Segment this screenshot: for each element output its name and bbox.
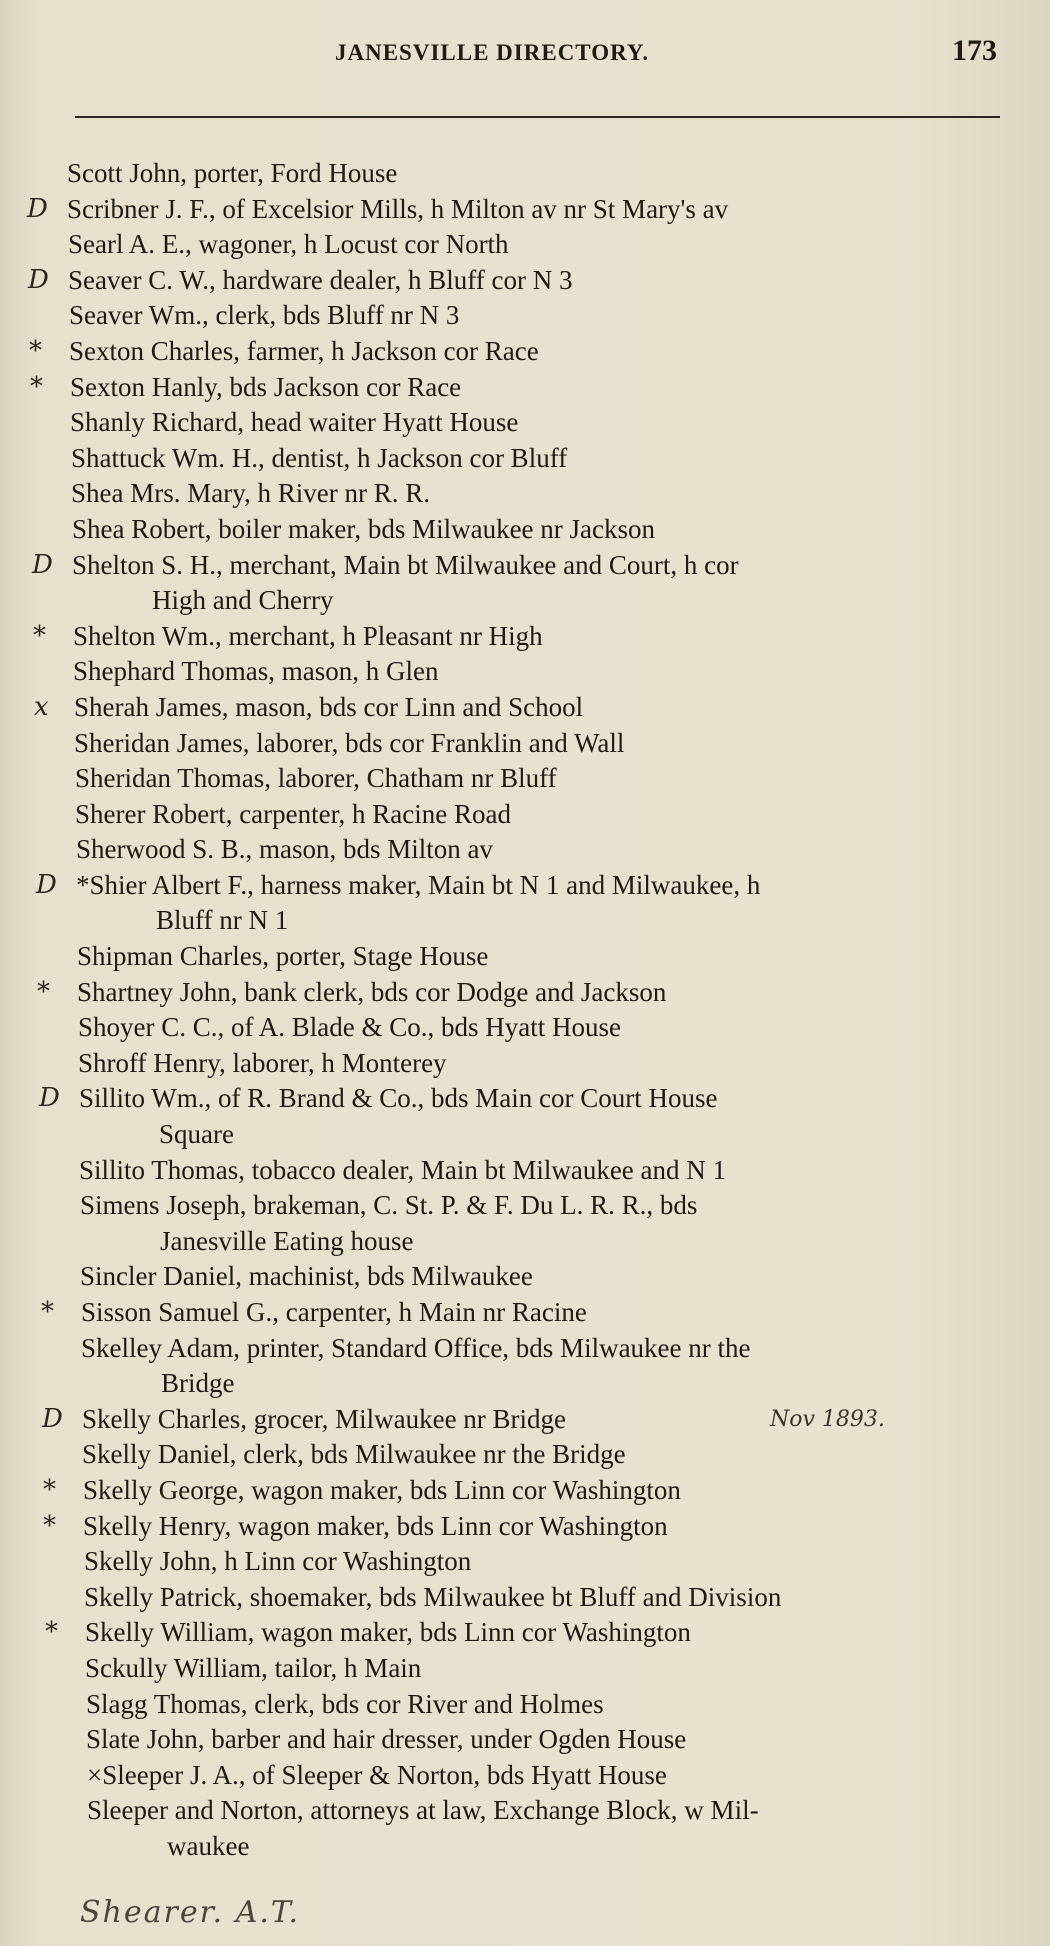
entry-text: Sillito Wm., of R. Brand & Co., bds Main cor Court House <box>79 1083 718 1114</box>
margin-mark: * <box>37 976 50 1007</box>
margin-mark: * <box>45 1617 58 1648</box>
margin-mark: D <box>27 193 48 224</box>
directory-entry <box>0 1544 1050 1580</box>
directory-entry <box>0 1437 1050 1473</box>
entry-text: Searl A. E., wagoner, h Locust cor North <box>68 229 509 260</box>
entry-text: Seaver Wm., clerk, bds Bluff nr N 3 <box>69 300 460 331</box>
entry-text: Shroff Henry, laborer, h Monterey <box>78 1047 447 1078</box>
entry-text: Shea Mrs. Mary, h River nr R. R. <box>71 478 430 509</box>
page-title: JANESVILLE DIRECTORY. <box>335 40 650 65</box>
margin-mark: * <box>33 620 46 651</box>
entry-text: Skelly Patrick, shoemaker, bds Milwaukee bt Bluff and Division <box>84 1581 782 1612</box>
entry-text: ×Sleeper J. A., of Sleeper & Norton, bds Hyatt House <box>87 1759 667 1790</box>
directory-entry <box>0 192 1050 228</box>
entry-text: Simens Joseph, brakeman, C. St. P. & F. Du L. R. R., bds <box>80 1190 698 1221</box>
directory-entry <box>0 1010 1050 1046</box>
entry-continuation: Bridge <box>161 1368 235 1399</box>
entry-text: Skelly Charles, grocer, Milwaukee nr Bridge <box>82 1403 567 1434</box>
directory-entry <box>0 512 1050 548</box>
directory-entry <box>0 1651 1050 1687</box>
entry-text: Scribner J. F., of Excelsior Mills, h Milton av nr St Mary's av <box>67 193 729 224</box>
directory-entry <box>0 1580 1050 1616</box>
entry-text: Shipman Charles, porter, Stage House <box>77 941 489 972</box>
entry-text: Sherer Robert, carpenter, h Racine Road <box>75 798 511 829</box>
directory-entry <box>0 1331 1050 1402</box>
entry-text: Seaver C. W., hardware dealer, h Bluff cor N 3 <box>68 264 573 295</box>
directory-entry <box>0 726 1050 762</box>
margin-mark: D <box>39 1083 60 1114</box>
entry-continuation: waukee <box>167 1830 250 1861</box>
directory-entry <box>0 1046 1050 1082</box>
margin-mark: D <box>36 869 57 900</box>
directory-entry <box>0 1188 1050 1259</box>
entry-continuation: Bluff nr N 1 <box>156 905 289 936</box>
entry-continuation: Square <box>159 1119 234 1150</box>
directory-entry <box>0 654 1050 690</box>
directory-entry <box>0 1615 1050 1651</box>
entry-text: Skelly George, wagon maker, bds Linn cor Washington <box>83 1474 681 1505</box>
directory-entry <box>0 619 1050 655</box>
entry-text: Skelly William, wagon maker, bds Linn cor Washington <box>85 1617 691 1648</box>
margin-mark: * <box>29 335 42 366</box>
directory-entry <box>0 975 1050 1011</box>
entry-text: Sheridan Thomas, laborer, Chatham nr Bluff <box>75 763 557 794</box>
entry-text: Sexton Charles, farmer, h Jackson cor Race <box>69 335 539 366</box>
directory-entry <box>0 797 1050 833</box>
margin-mark: D <box>32 549 53 580</box>
entry-text: Shoyer C. C., of A. Blade & Co., bds Hyatt House <box>78 1012 621 1043</box>
entry-text: Shea Robert, boiler maker, bds Milwaukee nr Jackson <box>72 513 656 544</box>
margin-mark: D <box>42 1403 63 1434</box>
directory-entry <box>0 405 1050 441</box>
entry-text: *Shier Albert F., harness maker, Main bt N 1 and Milwaukee, h <box>76 869 761 900</box>
directory-entry <box>0 1402 1050 1438</box>
header-rule <box>75 116 1000 118</box>
entry-text: Sherah James, mason, bds cor Linn and School <box>74 691 584 722</box>
directory-entry <box>0 761 1050 797</box>
directory-entries <box>0 156 1050 1865</box>
entry-text: Shelton Wm., merchant, h Pleasant nr High <box>73 620 543 651</box>
directory-entry <box>0 939 1050 975</box>
entry-text: Skelly Daniel, clerk, bds Milwaukee nr the Bridge <box>82 1439 626 1470</box>
entry-text: Skelley Adam, printer, Standard Office, bds Milwaukee nr the <box>81 1332 751 1363</box>
directory-entry <box>0 476 1050 512</box>
directory-entry <box>0 1259 1050 1295</box>
margin-mark: * <box>41 1297 54 1327</box>
directory-entry <box>0 832 1050 868</box>
margin-mark: * <box>43 1510 56 1541</box>
running-head <box>0 30 1050 90</box>
entry-text: Skelly John, h Linn cor Washington <box>84 1546 472 1577</box>
handwritten-note: Shearer. A.T. <box>80 1895 301 1930</box>
directory-entry <box>0 1081 1050 1152</box>
margin-mark: * <box>30 371 43 402</box>
entry-text: Sexton Hanly, bds Jackson cor Race <box>70 371 462 402</box>
margin-mark: * <box>43 1474 56 1505</box>
entry-text: Shephard Thomas, mason, h Glen <box>73 656 439 687</box>
directory-entry <box>0 1758 1050 1794</box>
directory-entry <box>0 868 1050 939</box>
directory-entry <box>0 1509 1050 1545</box>
directory-entry <box>0 263 1050 299</box>
directory-entry <box>0 1295 1050 1331</box>
entry-text: Sleeper and Norton, attorneys at law, Exchange Block, w Mil- <box>87 1795 759 1826</box>
entry-continuation: High and Cherry <box>152 585 334 616</box>
directory-entry <box>0 334 1050 370</box>
entry-text: Sincler Daniel, machinist, bds Milwaukee <box>80 1261 533 1292</box>
directory-entry <box>0 1153 1050 1189</box>
entry-text: Sherwood S. B., mason, bds Milton av <box>76 834 494 865</box>
entry-text: Scott John, porter, Ford House <box>67 158 398 188</box>
directory-entry <box>0 227 1050 263</box>
handwritten-annotation: Nov 1893. <box>770 1406 885 1432</box>
directory-entry <box>0 1473 1050 1509</box>
directory-entry <box>0 156 1050 192</box>
directory-entry <box>0 441 1050 477</box>
entry-text: Shartney John, bank clerk, bds cor Dodge and Jackson <box>77 976 667 1007</box>
entry-text: Shelton S. H., merchant, Main bt Milwaukee and Court, h cor <box>72 549 739 580</box>
margin-mark: D <box>28 264 49 295</box>
entry-text: Slate John, barber and hair dresser, under Ogden House <box>86 1724 687 1755</box>
entry-text: Sheridan James, laborer, bds cor Franklin and Wall <box>74 727 625 758</box>
entry-text: Slagg Thomas, clerk, bds cor River and Holmes <box>86 1688 604 1719</box>
entry-text: Skelly Henry, wagon maker, bds Linn cor Washington <box>83 1510 668 1541</box>
entry-text: Shanly Richard, head waiter Hyatt House <box>70 407 519 438</box>
directory-entry <box>0 1793 1050 1864</box>
page-number: 173 <box>952 34 997 67</box>
directory-entry <box>0 690 1050 726</box>
directory-entry <box>0 548 1050 619</box>
entry-text: Sillito Thomas, tobacco dealer, Main bt Milwaukee and N 1 <box>79 1154 727 1185</box>
entry-text: Sckully William, tailor, h Main <box>85 1652 422 1683</box>
directory-entry <box>0 370 1050 406</box>
directory-entry <box>0 1687 1050 1723</box>
entry-continuation: Janesville Eating house <box>160 1225 414 1256</box>
margin-mark: x <box>34 691 49 722</box>
entry-text: Sisson Samuel G., carpenter, h Main nr Racine <box>81 1297 587 1327</box>
directory-entry <box>0 1722 1050 1758</box>
directory-entry <box>0 298 1050 334</box>
entry-text: Shattuck Wm. H., dentist, h Jackson cor Bluff <box>71 442 568 473</box>
